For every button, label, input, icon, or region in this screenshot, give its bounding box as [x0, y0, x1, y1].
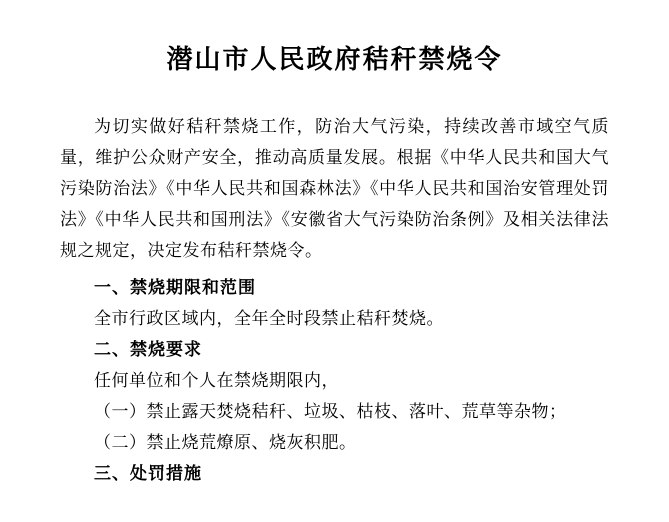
intro-paragraph: 为切实做好秸秆禁烧工作，防治大气污染，持续改善市域空气质量，维护公众财产安全，推动高质量发展。根据《中华人民共和国大气污染防治法》《中华人民共和国森林法》《中华人民共和国治安管理处罚法》《中华人民共和国刑法》《安徽省大气污染防治条例》及相关法律法规之规定，决定发布秸秆禁烧令。: [60, 117, 609, 261]
page-title: 潜山市人民政府秸秆禁烧令: [166, 45, 503, 74]
section-heading-3: 三、处罚措施: [94, 464, 202, 484]
section-1-line-1: 全市行政区域内，全年全时段禁止秸秆焚烧。: [94, 309, 444, 329]
document-body: [60, 111, 609, 489]
section-2-line-3: （二）禁止烧荒燎原、烧灰积肥。: [94, 433, 357, 453]
section-heading-2: 二、禁烧要求: [94, 340, 202, 360]
section-2-line-1: 任何单位和个人在禁烧期限内，: [94, 371, 339, 391]
section-2-line-2: （一）禁止露天焚烧秸秆、垃圾、枯枝、落叶、荒草等杂物；: [94, 402, 567, 422]
section-heading-1: 一、禁烧期限和范围: [94, 278, 256, 298]
